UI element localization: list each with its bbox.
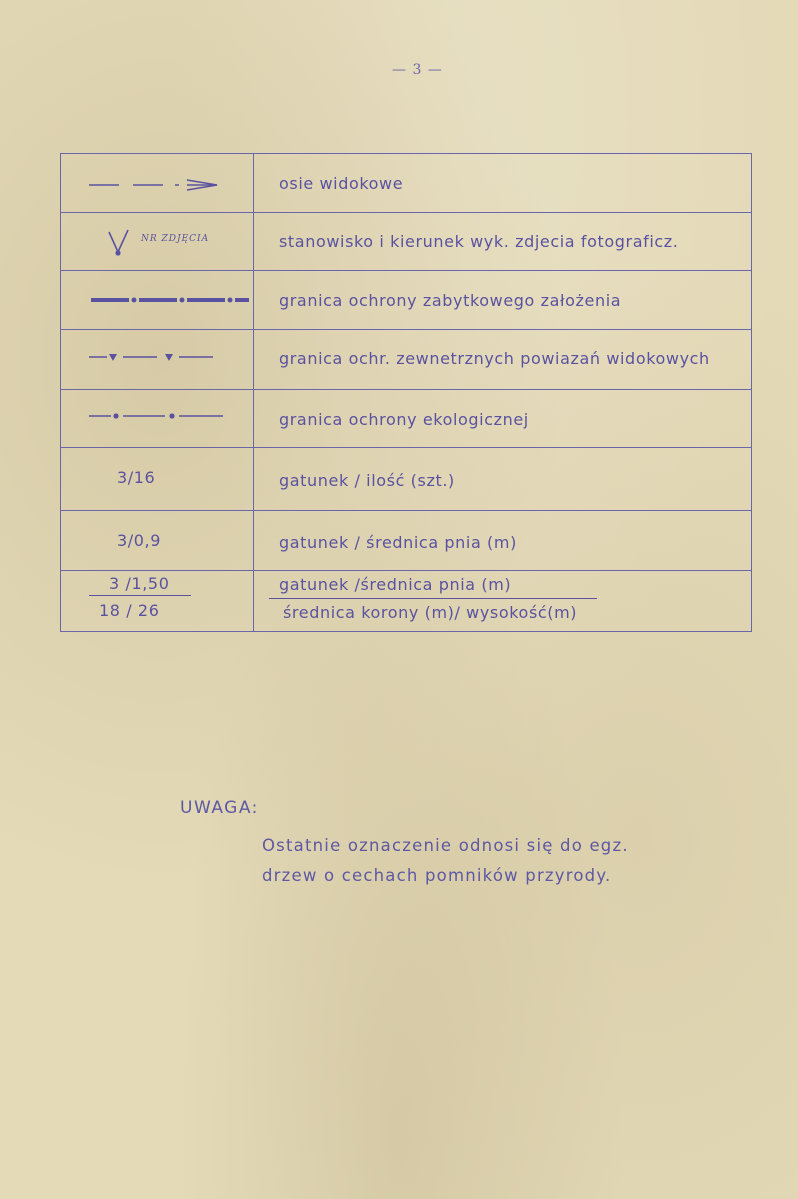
photo-station-symbol	[61, 212, 253, 270]
species-diameter-code: 3/0,9	[117, 531, 162, 550]
natural-monument-symbol	[61, 570, 253, 631]
legend-description: granica ochr. zewnetrznych powiazań widokowych	[279, 349, 710, 368]
legend-row	[61, 510, 751, 571]
legend-description: stanowisko i kierunek wyk. zdjecia fotograficz.	[279, 232, 679, 251]
legend-row	[61, 212, 751, 271]
fraction-line	[89, 595, 191, 596]
legend-description-bottom: średnica korony (m)/ wysokość(m)	[283, 603, 578, 622]
sight-axis-arrow-icon	[61, 154, 253, 212]
ecological-boundary-line-icon	[61, 389, 253, 447]
legend-description: gatunek / średnica pnia (m)	[279, 533, 517, 552]
description-fraction-line	[269, 598, 597, 599]
page-number: — 3 —	[392, 62, 443, 78]
legend-row	[61, 389, 751, 448]
legend-description-top: gatunek /średnica pnia (m)	[279, 575, 512, 594]
note-title: UWAGA:	[180, 798, 259, 818]
note-line-1: Ostatnie oznaczenie odnosi się do egz.	[262, 836, 629, 855]
legend-description: osie widokowe	[279, 174, 404, 193]
natural-monument-code-top: 3 /1,50	[109, 574, 170, 593]
legend-row	[61, 570, 751, 631]
note-line-2: drzew o cechach pomników przyrody.	[262, 866, 612, 885]
heritage-boundary-line-icon	[61, 270, 253, 329]
ecological-boundary-symbol	[61, 389, 253, 447]
legend-row	[61, 447, 751, 511]
legend-row	[61, 154, 751, 213]
view-links-boundary-symbol	[61, 329, 253, 389]
legend-row	[61, 329, 751, 390]
heritage-boundary-symbol	[61, 270, 253, 329]
photo-number-label: NR ZDJĘCIA	[141, 234, 210, 244]
view-links-boundary-line-icon	[61, 329, 253, 389]
legend-table	[60, 153, 752, 632]
legend-row	[61, 270, 751, 330]
sight-axis-symbol	[61, 154, 253, 212]
legend-description: granica ochrony ekologicznej	[279, 410, 529, 429]
species-count-symbol	[61, 447, 253, 510]
species-count-code: 3/16	[117, 468, 156, 487]
natural-monument-code-bottom: 18 / 26	[99, 601, 160, 620]
legend-description: gatunek / ilość (szt.)	[279, 471, 455, 490]
species-diameter-symbol	[61, 510, 253, 570]
legend-description: granica ochrony zabytkowego założenia	[279, 291, 622, 310]
